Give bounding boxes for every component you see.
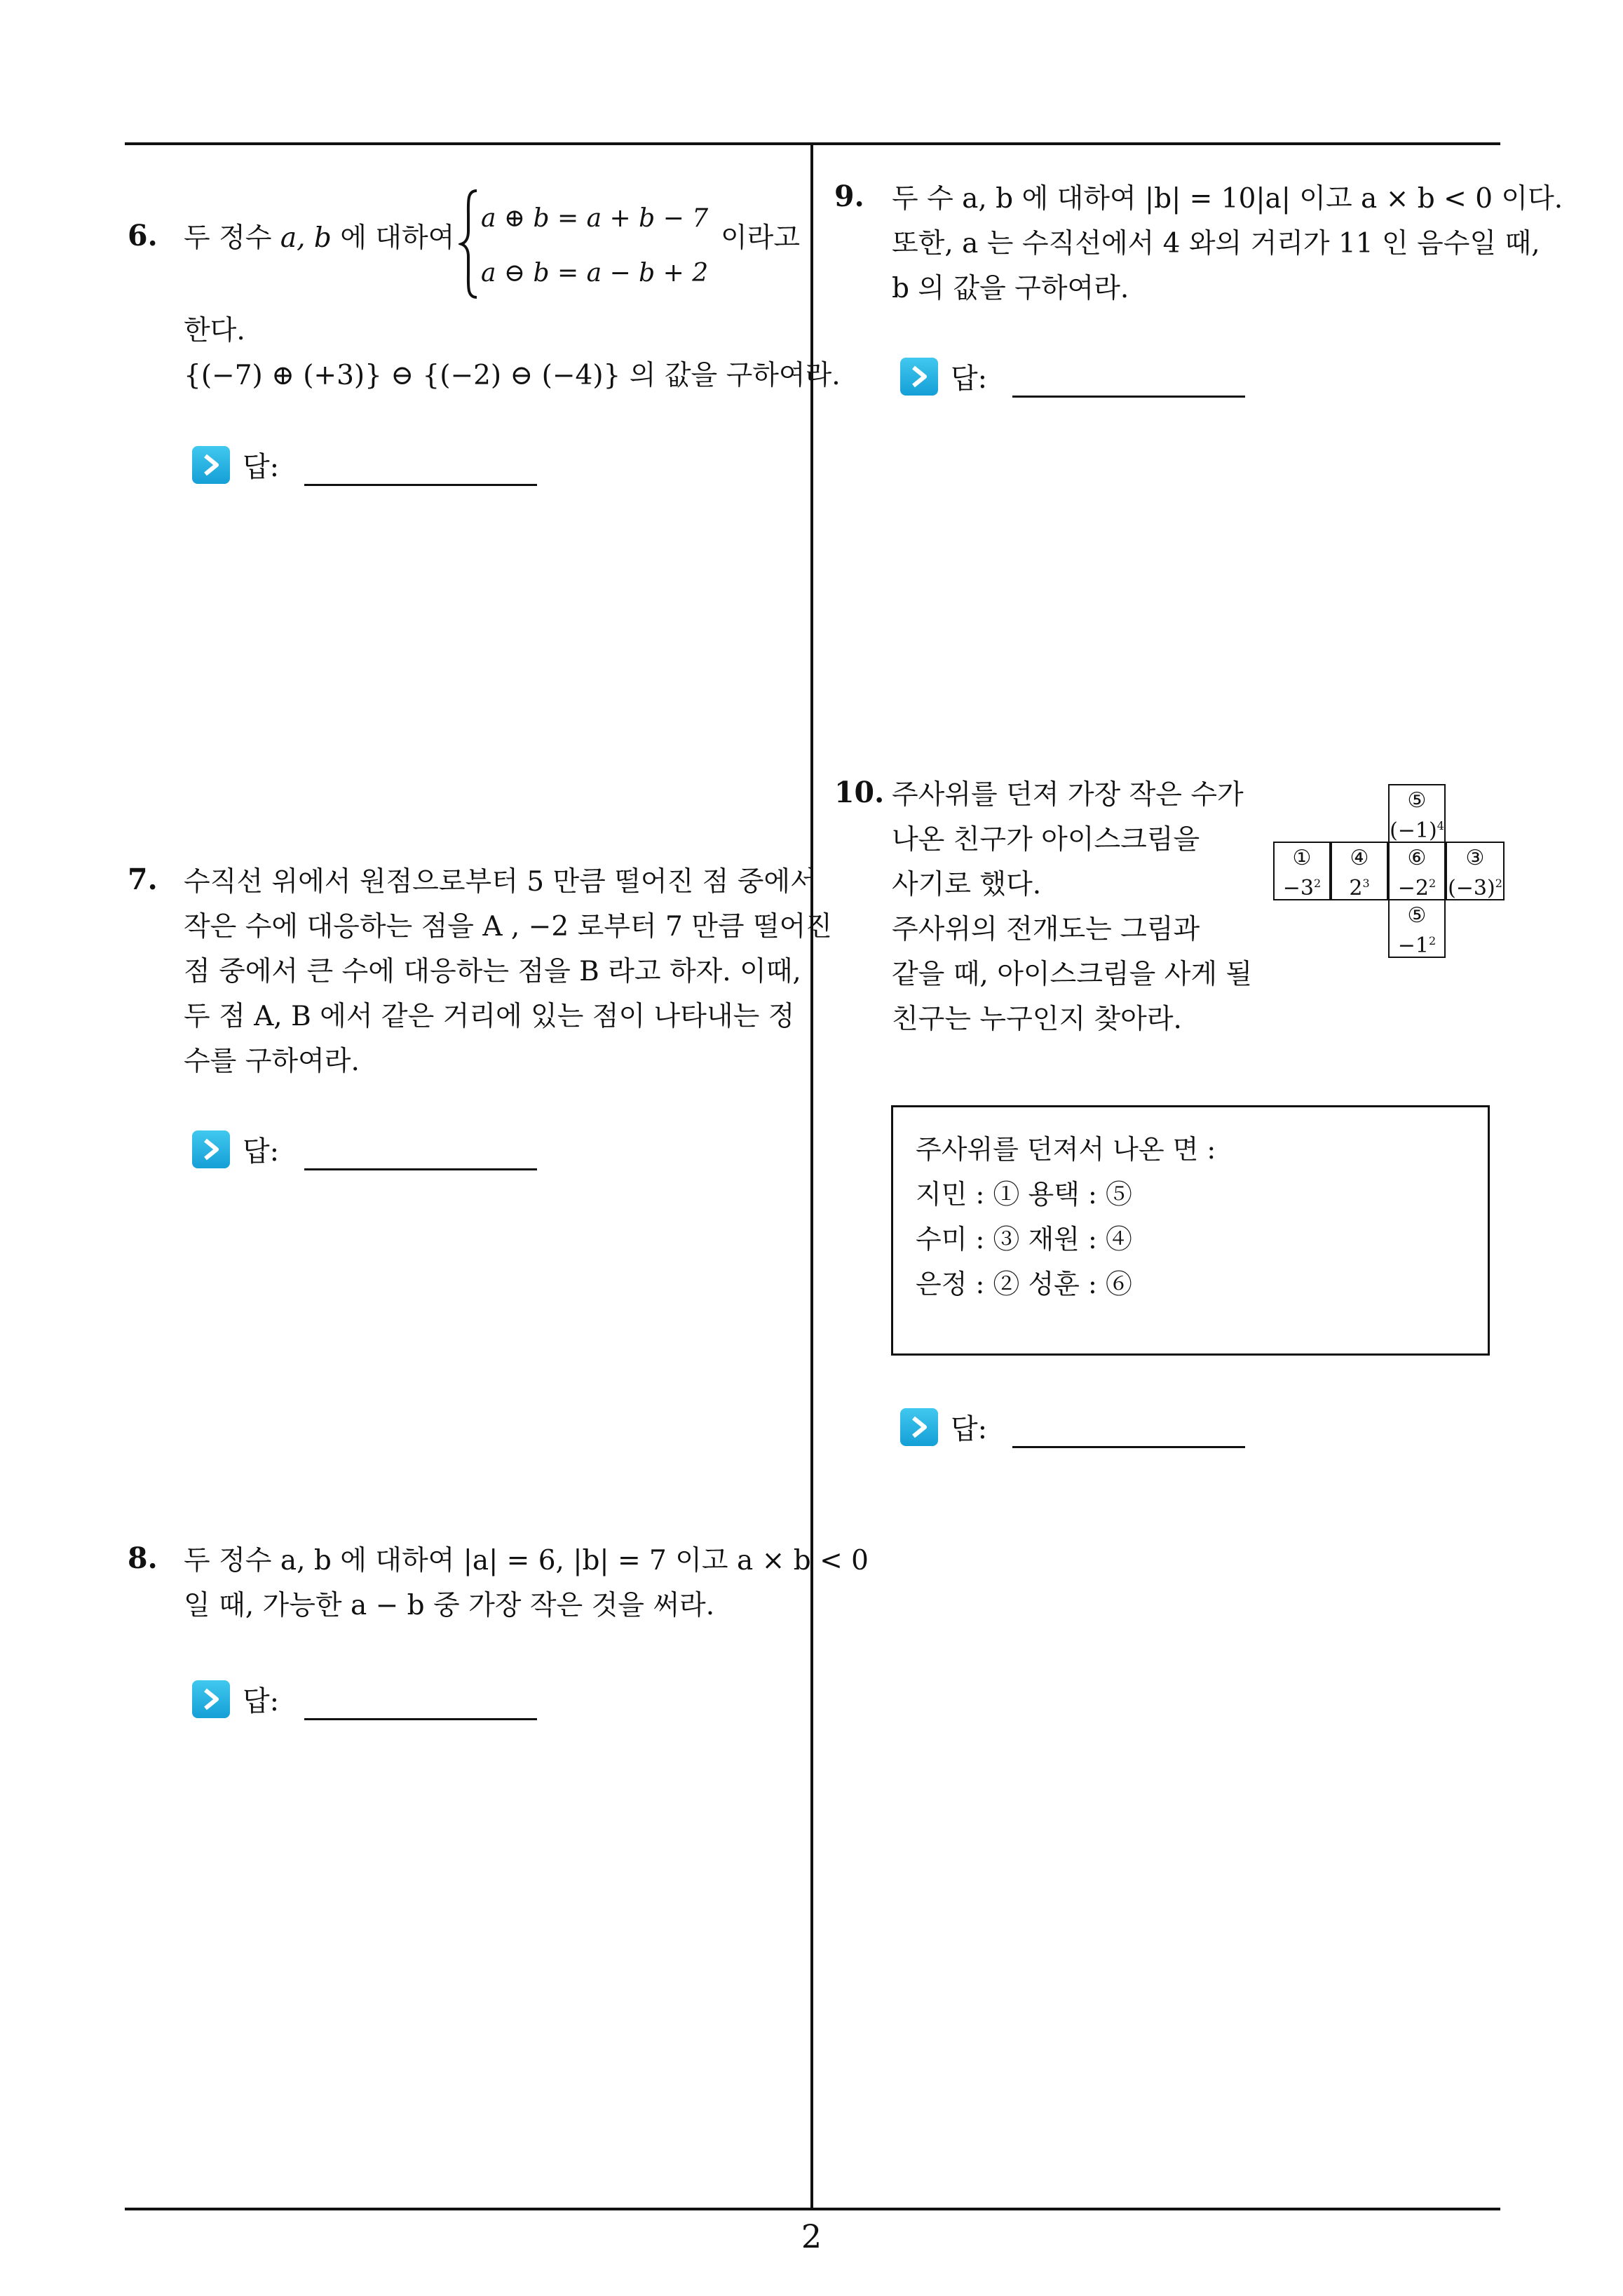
question-6-number: 6. — [128, 219, 158, 252]
question-9-number: 9. — [834, 180, 864, 213]
net-cell-1 — [1273, 842, 1331, 900]
question-10-line-3: 사기로 했다. — [892, 869, 1042, 900]
answer-6 — [192, 445, 279, 485]
question-10-line-4: 주사위의 전개도는 그림과 — [892, 914, 1200, 945]
net-cell-2 — [1331, 842, 1388, 900]
q6-expression: {(−7) ⊕ (+3)} ⊖ {(−2) ⊖ (−4)} — [184, 360, 621, 391]
chevron-right-icon — [900, 358, 938, 396]
question-6-after-system: 이라고 — [721, 222, 801, 254]
q6-line3-post: 의 값을 구하여라. — [620, 360, 841, 391]
chevron-right-icon — [192, 446, 230, 484]
system-brace — [459, 188, 480, 300]
net-cell-top — [1388, 784, 1446, 843]
system-line-1: a ⊕ b = a + b − 7 — [481, 204, 709, 233]
question-7-line-2: 작은 수에 대응하는 점을 A , −2 로부터 7 만큼 떨어진 — [184, 911, 832, 943]
net-cell-value: $(-3)^2$ — [1448, 876, 1502, 900]
question-10-line-1: 주사위를 던져 가장 작은 수가 — [892, 779, 1244, 811]
answer-7 — [192, 1129, 279, 1169]
answer-10-field[interactable] — [1012, 1446, 1245, 1448]
answer-label: 답: — [951, 363, 988, 395]
question-9-line-1: 두 수 a, b 에 대하여 |b| = 10|a| 이고 a × b < 0 이다. — [892, 183, 1563, 215]
net-cell-bottom — [1388, 899, 1446, 958]
answer-label: 답: — [243, 1685, 280, 1717]
column-divider — [810, 144, 813, 2209]
net-cell-label: ③ — [1465, 846, 1485, 870]
answer-10 — [900, 1407, 987, 1447]
answer-8 — [192, 1679, 279, 1719]
answer-8-field[interactable] — [304, 1718, 537, 1720]
net-cell-value: $-1^2$ — [1397, 933, 1437, 958]
net-cell-label: ⑤ — [1407, 788, 1427, 813]
page-number: 2 — [801, 2217, 822, 2255]
question-7-line-4: 두 점 A, B 에서 같은 거리에 있는 점이 나타내는 정 — [184, 1001, 795, 1032]
question-6-line2: 한다. — [184, 315, 245, 346]
net-cell-label: ④ — [1350, 846, 1369, 870]
question-7-line-5: 수를 구하여라. — [184, 1046, 360, 1077]
box-title: 주사위를 던져서 나온 면 : — [916, 1134, 1216, 1165]
question-9-line-2: 또한, a 는 수직선에서 4 와의 거리가 11 인 음수일 때, — [892, 228, 1540, 259]
question-10-line-2: 나온 친구가 아이스크림을 — [892, 824, 1200, 856]
net-cell-value: $2^3$ — [1349, 876, 1370, 900]
chevron-right-icon — [192, 1130, 230, 1168]
net-cell-4 — [1446, 842, 1505, 900]
q6-vars: a, b — [280, 222, 332, 254]
box-line-1: 지민 : ① 용택 : ⑤ — [916, 1179, 1132, 1210]
answer-7-field[interactable] — [304, 1168, 537, 1170]
answer-label: 답: — [951, 1413, 988, 1445]
bottom-rule — [125, 2208, 1500, 2210]
question-8-line-1: 두 정수 a, b 에 대하여 |a| = 6, |b| = 7 이고 a × b < 0 — [184, 1545, 869, 1576]
answer-label: 답: — [243, 451, 280, 483]
chevron-right-icon — [192, 1680, 230, 1718]
net-cell-label: ① — [1292, 846, 1312, 870]
question-10-number: 10. — [834, 776, 885, 809]
box-line-2: 수미 : ③ 재원 : ④ — [916, 1224, 1132, 1255]
net-cell-label: ⑥ — [1407, 846, 1427, 870]
question-9-line-3: b 의 값을 구하여라. — [892, 273, 1129, 304]
question-7-line-1: 수직선 위에서 원점으로부터 5 만큼 떨어진 점 중에서 — [184, 866, 817, 898]
net-cell-value: $-2^2$ — [1397, 876, 1437, 900]
answer-9-field[interactable] — [1012, 396, 1245, 398]
chevron-right-icon — [900, 1408, 938, 1446]
answer-6-field[interactable] — [304, 484, 537, 486]
q6-post: 에 대하여 — [331, 222, 455, 254]
net-cell-3 — [1388, 842, 1446, 900]
question-8-line-2: 일 때, 가능한 a − b 중 가장 작은 것을 써라. — [184, 1590, 715, 1621]
answer-label: 답: — [243, 1135, 280, 1168]
question-8-number: 8. — [128, 1541, 158, 1575]
question-7-line-3: 점 중에서 큰 수에 대응하는 점을 B 라고 하자. 이때, — [184, 956, 801, 987]
question-6-line1 — [184, 216, 454, 261]
box-line-3: 은정 : ② 성훈 : ⑥ — [916, 1269, 1132, 1299]
question-6-line3 — [184, 353, 841, 398]
dice-results-box — [891, 1105, 1490, 1356]
net-cell-value: $(-1)^4$ — [1390, 818, 1444, 843]
net-cell-value: $-3^2$ — [1282, 876, 1322, 900]
answer-9 — [900, 356, 987, 396]
question-10-line-6: 친구는 누구인지 찾아라. — [892, 1004, 1182, 1035]
q6-pre: 두 정수 — [184, 222, 280, 254]
question-7-number: 7. — [128, 863, 158, 896]
net-cell-label: ⑤ — [1407, 903, 1427, 928]
system-line-2: a ⊖ b = a − b + 2 — [481, 259, 709, 288]
question-10-line-5: 같을 때, 아이스크림을 사게 될 — [892, 959, 1253, 990]
